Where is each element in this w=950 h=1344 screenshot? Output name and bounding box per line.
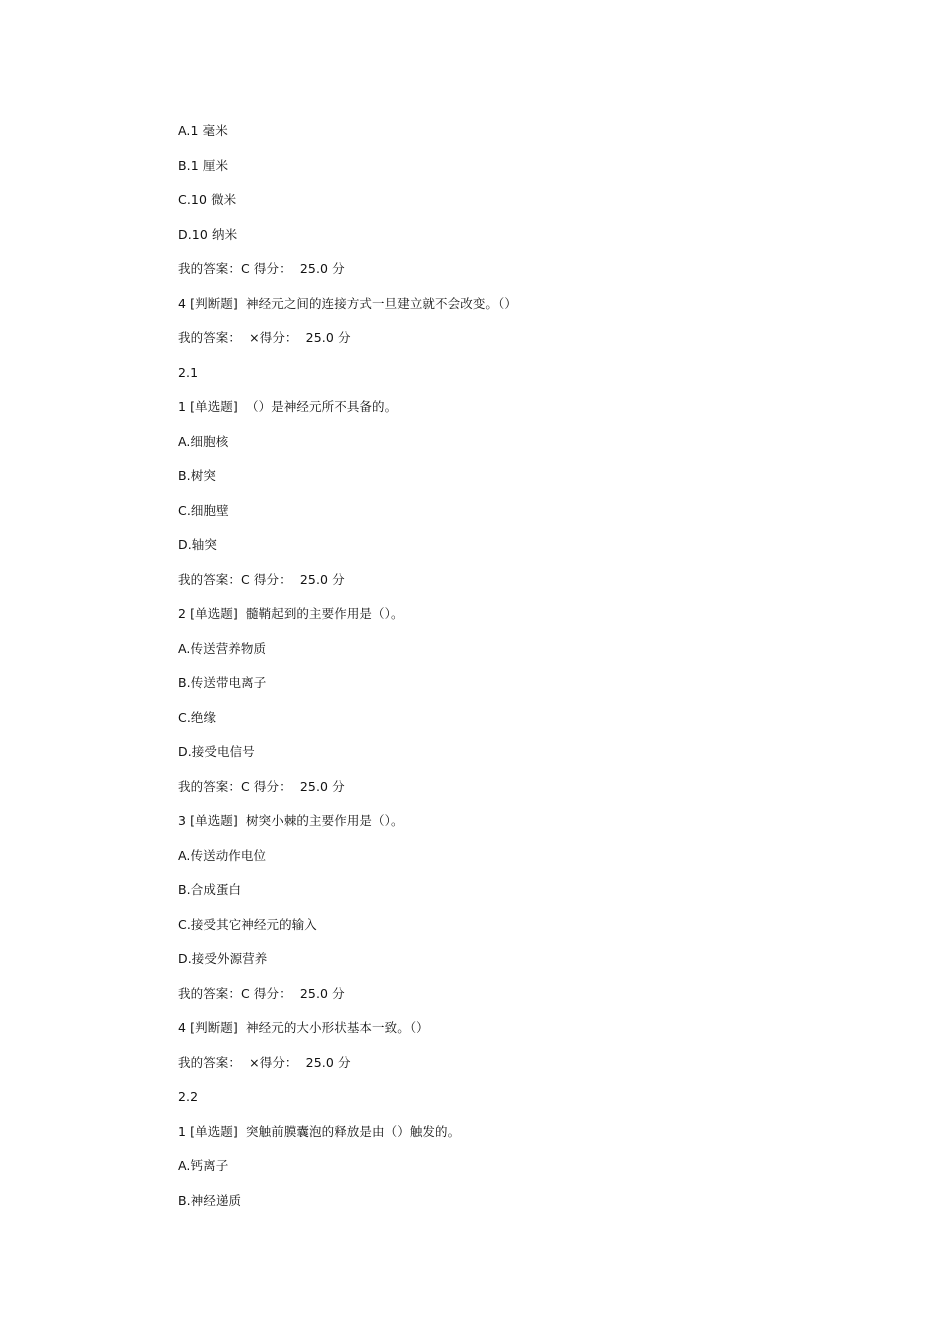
- option-line: D.10 纳米: [178, 226, 238, 242]
- option-line: B.树突: [178, 468, 216, 483]
- option-line: B.传送带电离子: [178, 675, 267, 690]
- option-line: A.1 毫米: [178, 123, 228, 138]
- answer-line: 我的答案：C 得分： 25.0 分: [178, 571, 345, 587]
- answer-line: 我的答案：C 得分： 25.0 分: [178, 985, 345, 1001]
- option-line: A.钙离子: [178, 1158, 229, 1173]
- question-line: 2 [单选题] 髓鞘起到的主要作用是（）。: [178, 606, 404, 621]
- section-heading: 2.2: [178, 1089, 199, 1104]
- option-line: C.10 微米: [178, 192, 237, 207]
- option-line: D.接受电信号: [178, 744, 255, 759]
- question-line: 4 [判断题] 神经元之间的连接方式一旦建立就不会改变。（）: [178, 295, 517, 311]
- option-line: A.传送营养物质: [178, 640, 267, 656]
- question-line: 1 [单选题] 突触前膜囊泡的释放是由（）触发的。: [178, 1123, 461, 1139]
- option-line: C.细胞壁: [178, 502, 229, 518]
- option-line: B.1 厘米: [178, 157, 229, 173]
- option-line: A.传送动作电位: [178, 847, 267, 863]
- section-heading: 2.1: [178, 364, 199, 380]
- option-line: C.绝缘: [178, 709, 217, 725]
- question-line: 1 [单选题] （）是神经元所不具备的。: [178, 399, 398, 414]
- quiz-content: [178, 121, 878, 1225]
- option-line: D.轴突: [178, 537, 217, 552]
- option-line: B.神经递质: [178, 1192, 242, 1208]
- question-line: 4 [判断题] 神经元的大小形状基本一致。（）: [178, 1020, 429, 1035]
- option-line: C.接受其它神经元的输入: [178, 916, 317, 932]
- answer-line: 我的答案：C 得分： 25.0 分: [178, 778, 345, 794]
- option-line: B.合成蛋白: [178, 882, 242, 897]
- answer-line: 我的答案：C 得分： 25.0 分: [178, 261, 345, 276]
- option-line: D.接受外源营养: [178, 951, 268, 966]
- answer-line: 我的答案： ×得分： 25.0 分: [178, 1054, 351, 1070]
- answer-line: 我的答案： ×得分： 25.0 分: [178, 330, 351, 345]
- option-line: A.细胞核: [178, 433, 229, 449]
- question-line: 3 [单选题] 树突小棘的主要作用是（）。: [178, 813, 404, 828]
